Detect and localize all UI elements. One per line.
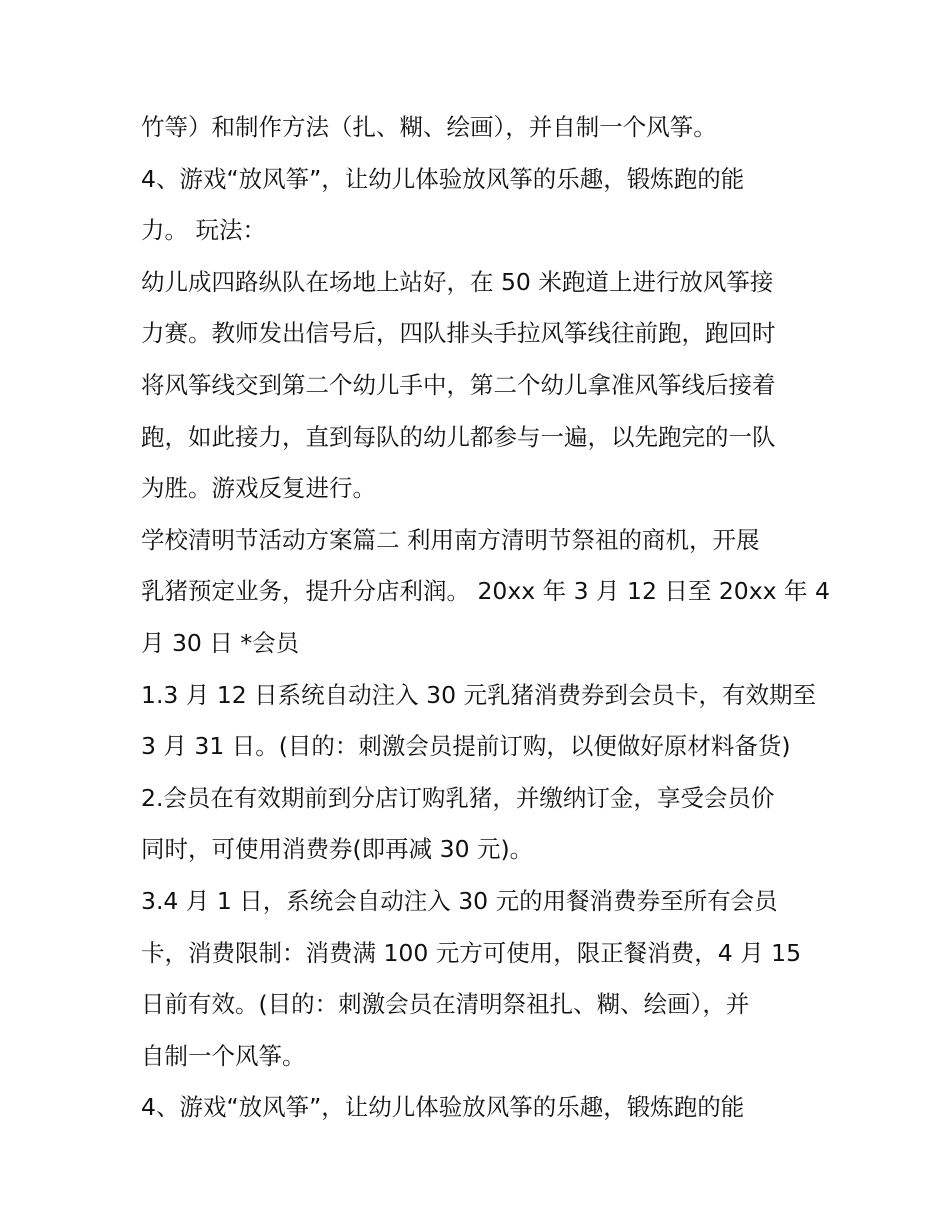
text-line: 2.会员在有效期前到分店订购乳猪，并缴纳订金，享受会员价 [141, 783, 775, 812]
text-line: 3.4 月 1 日，系统会自动注入 30 元的用餐消费券至所有会员 [141, 886, 778, 915]
text-line: 日前有效。(目的：刺激会员在清明祭祖扎、糊、绘画），并 [141, 990, 750, 1019]
text-line: 4、游戏“放风筝”，让幼儿体验放风筝的乐趣，锻炼跑的能 [141, 164, 745, 193]
document-body [141, 102, 830, 1134]
text-line: 卡，消费限制：消费满 100 元方可使用，限正餐消费，4 月 15 [141, 938, 802, 967]
text-line: 幼儿成四路纵队在场地上站好，在 50 米跑道上进行放风筝接 [141, 267, 774, 296]
text-line: 1.3 月 12 日系统自动注入 30 元乳猪消费券到会员卡，有效期至 [141, 680, 817, 709]
text-line: 力赛。教师发出信号后，四队排头手拉风筝线往前跑，跑回时 [141, 319, 776, 348]
text-line: 乳猪预定业务，提升分店利润。 20xx 年 3 月 12 日至 20xx 年 4 [141, 577, 830, 606]
text-line: 将风筝线交到第二个幼儿手中，第二个幼儿拿准风筝线后接着 [141, 370, 776, 399]
text-line: 同时，可使用消费券(即再减 30 元)。 [141, 835, 534, 864]
text-line: 自制一个风筝。 [141, 1041, 306, 1070]
text-line: 3 月 31 日。(目的：刺激会员提前订购，以便做好原材料备货) [141, 732, 791, 761]
text-line: 为胜。游戏反复进行。 [141, 474, 376, 503]
text-line: 竹等）和制作方法（扎、糊、绘画），并自制一个风筝。 [141, 113, 717, 141]
text-line: 4、游戏“放风筝”，让幼儿体验放风筝的乐趣，锻炼跑的能 [141, 1093, 745, 1122]
text-line: 跑，如此接力，直到每队的幼儿都参与一遍，以先跑完的一队 [141, 422, 776, 451]
text-line: 月 30 日 *会员 [141, 628, 300, 657]
text-line: 学校清明节活动方案篇二 利用南方清明节祭祖的商机，开展 [141, 525, 760, 554]
text-line: 力。 玩法： [141, 216, 266, 245]
